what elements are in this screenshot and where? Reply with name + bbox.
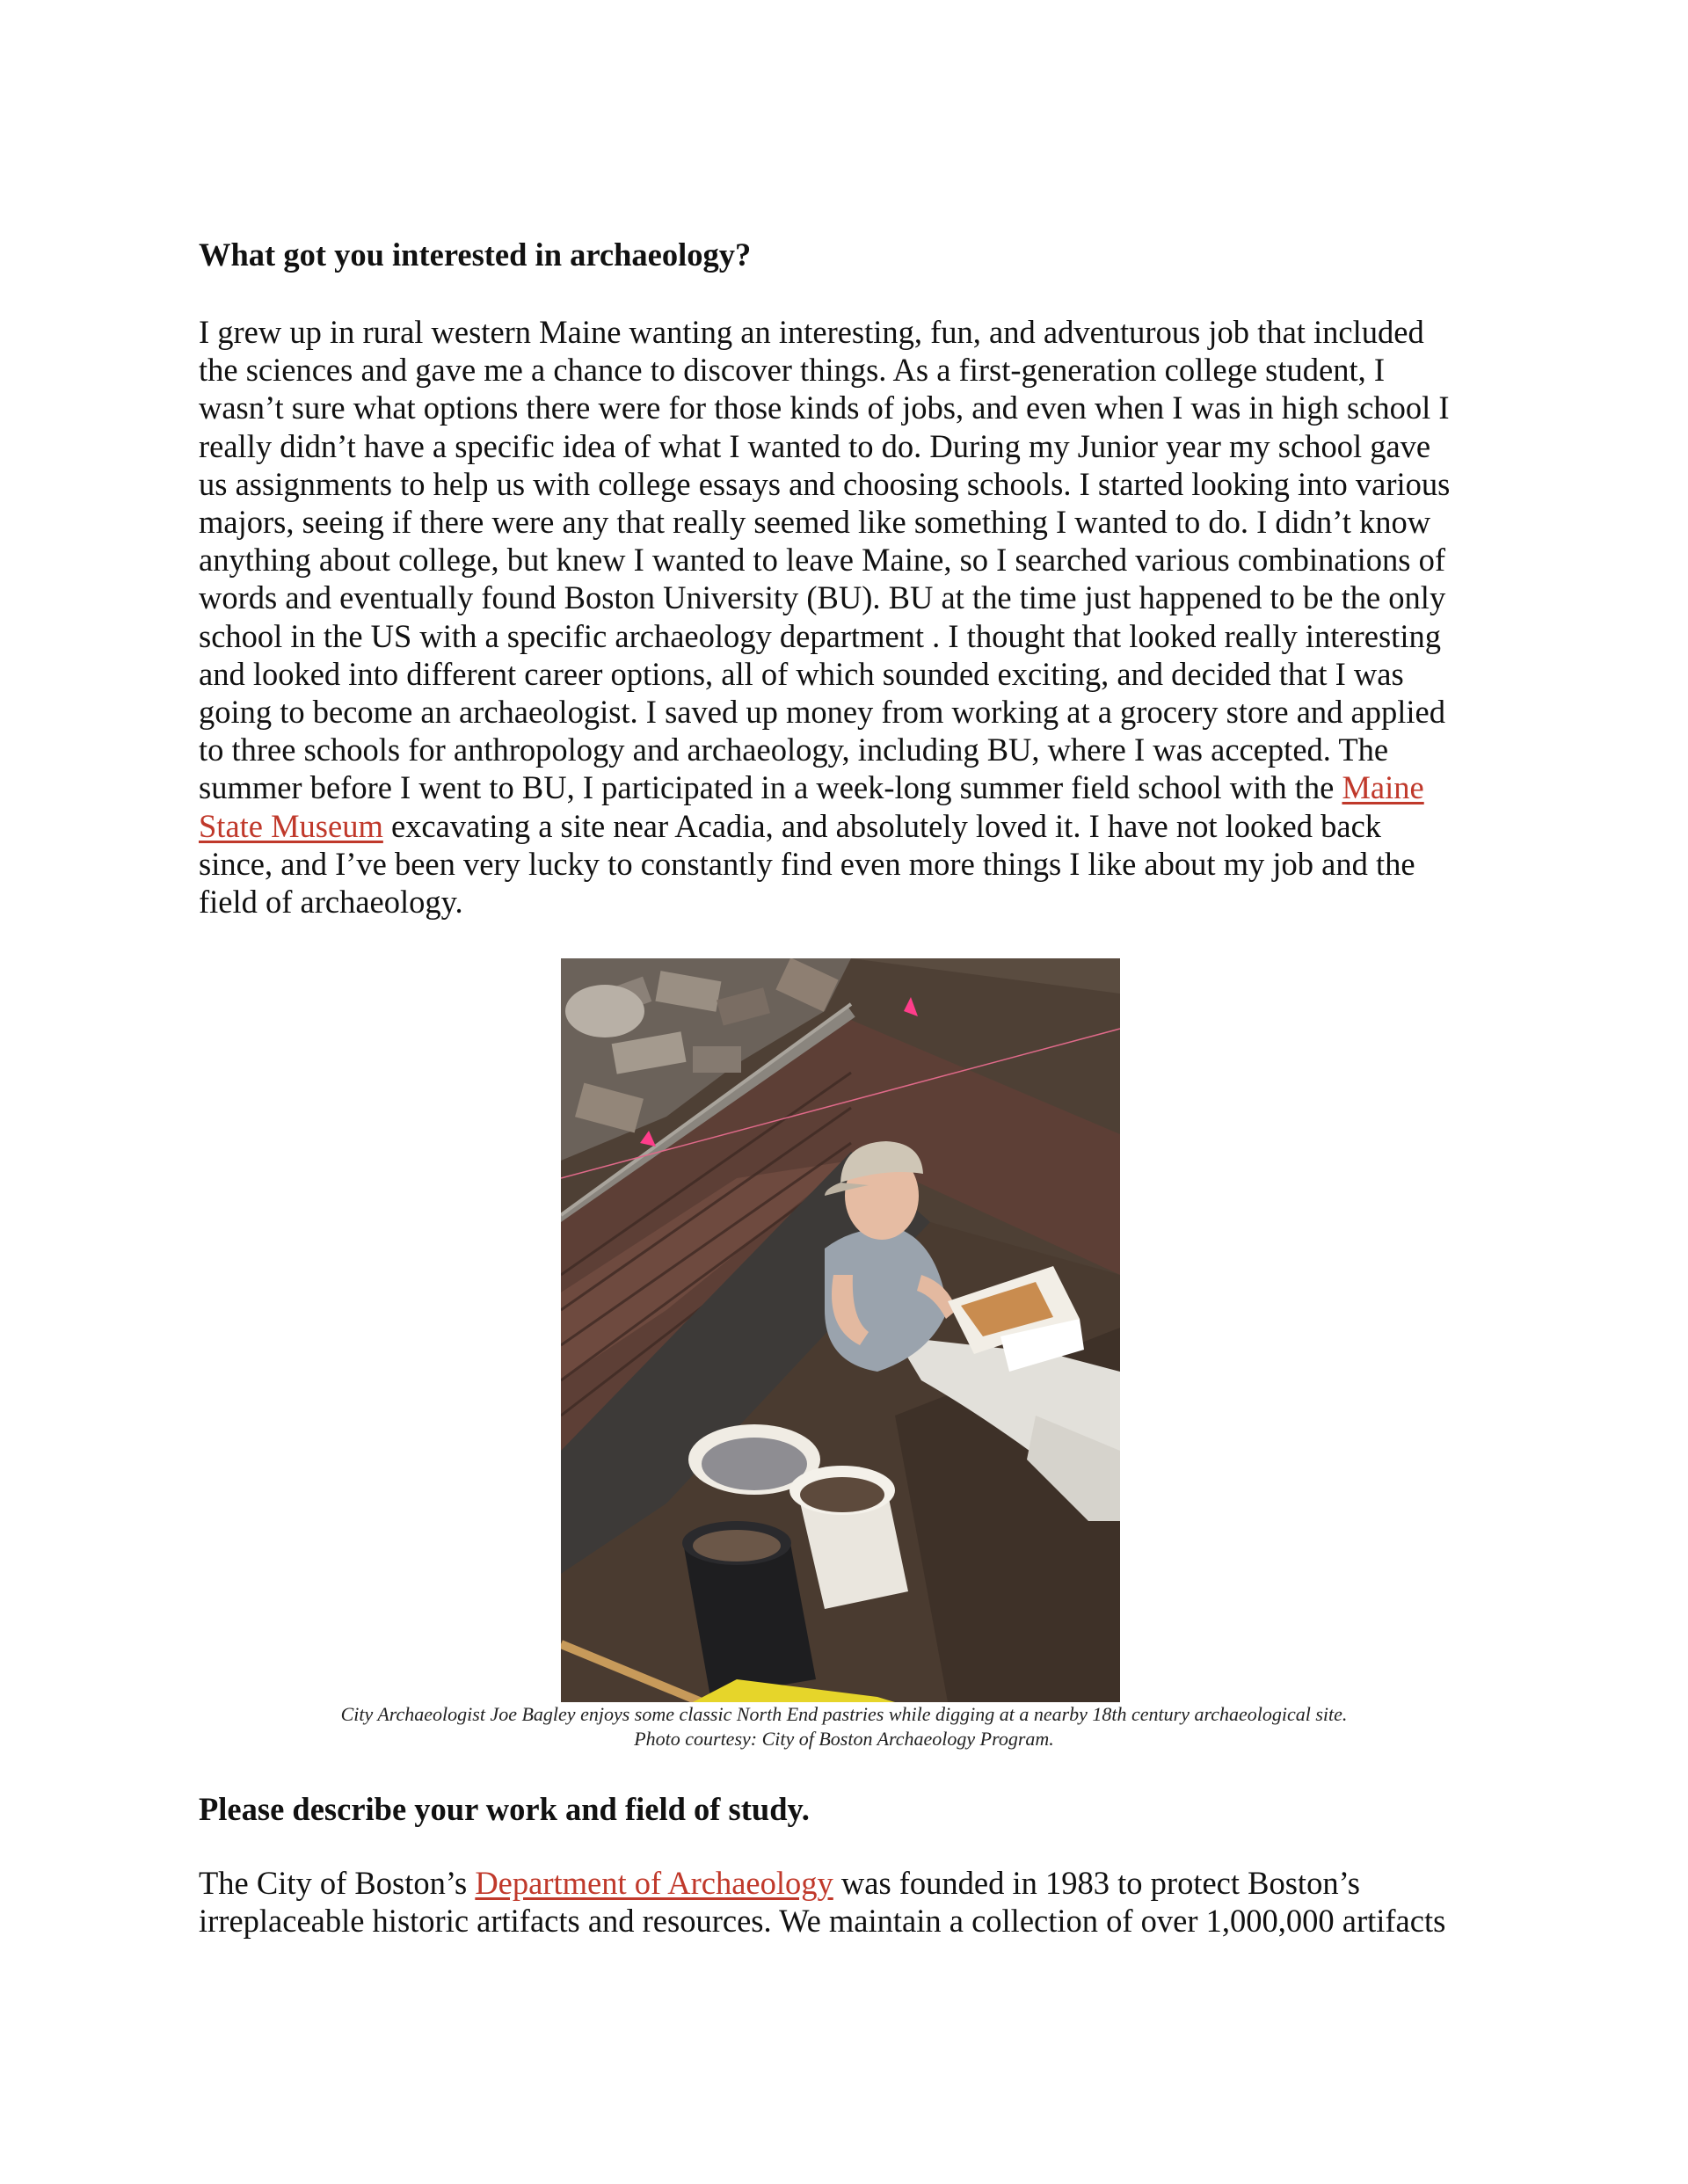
paragraph-line: field of archaeology.: [199, 884, 463, 921]
excavation-photo: [561, 958, 1120, 1702]
department-of-archaeology-link[interactable]: Department of Archaeology: [475, 1865, 833, 1901]
paragraph-line: [199, 807, 1535, 845]
section-heading-work: Please describe your work and field of study.: [199, 1791, 810, 1827]
paragraph-line: to three schools for anthropology and archaeology, including BU, where I was accepted. The: [199, 732, 1389, 768]
line-text: excavating a site near Acadia, and absolutely loved it. I have not looked back: [382, 807, 1382, 844]
line-text: The City of Boston’s: [199, 1865, 476, 1901]
section-heading-interest: What got you interested in archaeology?: [199, 237, 752, 273]
paragraph-line: anything about college, but knew I wanted to leave Maine, so I searched various combinations of: [199, 542, 1446, 579]
paragraph-line: wasn’t sure what options there were for those kinds of jobs, and even when I was in high school I: [199, 389, 1450, 426]
paragraph-line: irreplaceable historic artifacts and resources. We maintain a collection of over 1,000,000 artifacts: [199, 1903, 1446, 1940]
paragraph-line: [199, 1864, 1535, 1902]
paragraph-line: I grew up in rural western Maine wanting an interesting, fun, and adventurous job that included: [199, 314, 1424, 350]
excavation-photo-illustration: [561, 958, 1120, 1702]
paragraph-work: [199, 1864, 1535, 1940]
paragraph-line: since, and I’ve been very lucky to constantly find even more things I like about my job and the: [199, 845, 1415, 882]
line-text: was founded in 1983 to protect Boston’s: [833, 1865, 1360, 1901]
photo-credit: Photo courtesy: City of Boston Archaeology Program.: [634, 1728, 1054, 1750]
paragraph-interest: [199, 313, 1535, 921]
line-text: summer before I went to BU, I participated in a week-long summer field school with the: [199, 769, 1342, 806]
paragraph-line: majors, seeing if there were any that really seemed like something I wanted to do. I didn’t know: [199, 504, 1431, 541]
paragraph-line: going to become an archaeologist. I saved up money from working at a grocery store and applied: [199, 694, 1445, 731]
paragraph-line: words and eventually found Boston University (BU). BU at the time just happened to be the only: [199, 579, 1446, 616]
paragraph-line: school in the US with a specific archaeology department . I thought that looked really interesting: [199, 617, 1441, 654]
paragraph-line: us assignments to help us with college essays and choosing schools. I started looking into various: [199, 465, 1451, 502]
photo-caption: City Archaeologist Joe Bagley enjoys some classic North End pastries while digging at a nearby 18th century archaeological site.: [340, 1703, 1348, 1725]
maine-state-museum-link-cont[interactable]: State Museum: [199, 807, 383, 844]
paragraph-line: and looked into different career options, all of which sounded exciting, and decided that I was: [199, 655, 1404, 692]
paragraph-line: really didn’t have a specific idea of what I wanted to do. During my Junior year my school gave: [199, 427, 1431, 464]
paragraph-line: the sciences and gave me a chance to discover things. As a first-generation college student, I: [199, 352, 1386, 389]
paragraph-line: [199, 768, 1535, 806]
maine-state-museum-link[interactable]: Maine: [1342, 769, 1424, 806]
